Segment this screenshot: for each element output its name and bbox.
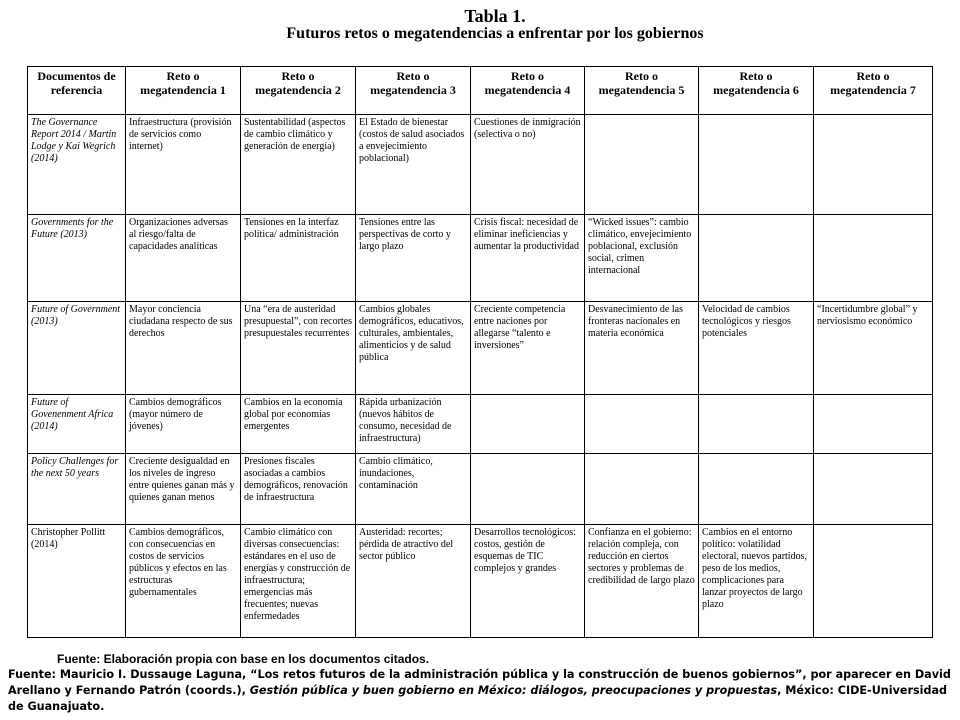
table-cell-reference: Governments for the Future (2013): [28, 215, 126, 302]
table-row: [28, 525, 933, 638]
table-cell: [814, 395, 933, 454]
table-row: [28, 115, 933, 215]
table-cell: El Estado de bienestar (costos de salud asociados a envejecimiento poblacional): [356, 115, 471, 215]
table-cell: [699, 395, 814, 454]
header-reto-2: Reto o megatendencia 2: [241, 67, 356, 115]
table-cell: Desvanecimiento de las fronteras nacionales en materia económica: [585, 302, 699, 395]
table-cell: Organizaciones adversas al riesgo/falta de capacidades analíticas: [126, 215, 241, 302]
source-text-part2: , México: CIDE-Universidad de Guanajuato.: [8, 684, 948, 713]
table-cell: Cambios en el entorno político: volatilidad electoral, nuevos partidos, peso de los medios, complicaciones para lanzar proyectos de largo plazo: [699, 525, 814, 638]
table-cell: [814, 525, 933, 638]
table-cell: Desarrollos tecnológicos: costos, gestión de esquemas de TIC complejos y grandes: [471, 525, 585, 638]
table-cell: Cambios demográficos, con consecuencias en costos de servicios públicos y efectos en las estructuras gubernamentales: [126, 525, 241, 638]
table-cell: Rápida urbanización (nuevos hábitos de consumo, necesidad de infraestructura): [356, 395, 471, 454]
header-reto-6: Reto o megatendencia 6: [699, 67, 814, 115]
header-reto-7: Reto o megatendencia 7: [814, 67, 933, 115]
table-row: [28, 302, 933, 395]
table-footnote: Fuente: Elaboración propia con base en los documentos citados.: [57, 652, 430, 666]
table-cell: Tensiones en la interfaz política/ administración: [241, 215, 356, 302]
table-cell: Una “era de austeridad presupuestal”, con recortes presupuestales recurrentes: [241, 302, 356, 395]
table-cell-reference: Future of Government (2013): [28, 302, 126, 395]
table-cell: [814, 115, 933, 215]
header-reto-4: Reto o megatendencia 4: [471, 67, 585, 115]
table-cell: Cambios globales demográficos, educativos, culturales, ambientales, alimenticios y de salud pública: [356, 302, 471, 395]
table-cell: [585, 395, 699, 454]
table-cell: Creciente desigualdad en los niveles de ingreso entre quienes ganan más y quienes ganan menos: [126, 454, 241, 525]
source-text-part1: Fuente: Mauricio I. Dussauge Laguna, “Los retos futuros de la administración pública y la construcción de buenos gobiernos”, por aparecer en David Arellano y Fernando Patrón (coords.),: [8, 668, 951, 697]
header-documentos: Documentos de referencia: [28, 67, 126, 115]
table-cell: Mayor conciencia ciudadana respecto de sus derechos: [126, 302, 241, 395]
table-cell: Cambio climático con diversas consecuencias: estándares en el uso de energías y construcción de infraestructura; emergencias más frecuentes; nuevas enfermedades: [241, 525, 356, 638]
table-row: [28, 454, 933, 525]
table-cell: Cambio climático, inundaciones, contaminación: [356, 454, 471, 525]
table-cell: Creciente competencia entre naciones por allegarse “talento e inversiones”: [471, 302, 585, 395]
table-cell: [814, 454, 933, 525]
header-reto-1: Reto o megatendencia 1: [126, 67, 241, 115]
table-cell: Confianza en el gobierno: relación compleja, con reducción en ciertos sectores y problemas de credibilidad de largo plazo: [585, 525, 699, 638]
table-cell: Tensiones entre las perspectivas de corto y largo plazo: [356, 215, 471, 302]
table-cell: Austeridad: recortes; pérdida de atractivo del sector público: [356, 525, 471, 638]
table-subtitle: Futuros retos o megatendencias a enfrentar por los gobiernos: [286, 25, 704, 42]
table-cell-reference: Future of Govenenment Africa (2014): [28, 395, 126, 454]
table-cell: Infraestructura (provisión de servicios como internet): [126, 115, 241, 215]
table-cell: Crisis fiscal: necesidad de eliminar ineficiencias y aumentar la productividad: [471, 215, 585, 302]
table-row: [28, 215, 933, 302]
table-cell: [699, 454, 814, 525]
table-cell-reference: Christopher Pollitt (2014): [28, 525, 126, 638]
table-cell: Velocidad de cambios tecnológicos y riesgos potenciales: [699, 302, 814, 395]
table-cell: Sustentabilidad (aspectos de cambio climático y generación de energía): [241, 115, 356, 215]
table-cell: Presiones fiscales asociadas a cambios demográficos, renovación de infraestructura: [241, 454, 356, 525]
table-cell: [699, 115, 814, 215]
table-cell-reference: Policy Challenges for the next 50 years: [28, 454, 126, 525]
table-cell: “Incertidumbre global” y nerviosismo económico: [814, 302, 933, 395]
source-book-title: Gestión pública y buen gobierno en México: diálogos, preocupaciones y propuestas: [249, 684, 778, 697]
table-container: [27, 66, 932, 638]
table-cell: [471, 454, 585, 525]
source-citation: [8, 667, 953, 715]
header-reto-5: Reto o megatendencia 5: [585, 67, 699, 115]
table-cell: Cambios demográficos (mayor número de jóvenes): [126, 395, 241, 454]
table-cell: [585, 454, 699, 525]
table-cell: Cuestiones de inmigración (selectiva o no): [471, 115, 585, 215]
table-cell: [699, 215, 814, 302]
header-row: [28, 67, 933, 115]
megatrends-table: [27, 66, 933, 638]
table-cell: [585, 115, 699, 215]
table-cell: [471, 395, 585, 454]
table-cell: [814, 215, 933, 302]
table-row: [28, 395, 933, 454]
table-cell-reference: The Governance Report 2014 / Martin Lodge y Kai Wegrich (2014): [28, 115, 126, 215]
table-cell: Cambios en la economía global por economías emergentes: [241, 395, 356, 454]
header-reto-3: Reto o megatendencia 3: [356, 67, 471, 115]
table-title: Tabla 1.: [464, 6, 526, 26]
table-cell: “Wicked issues”: cambio climático, envejecimiento poblacional, exclusión social, crimen internacional: [585, 215, 699, 302]
